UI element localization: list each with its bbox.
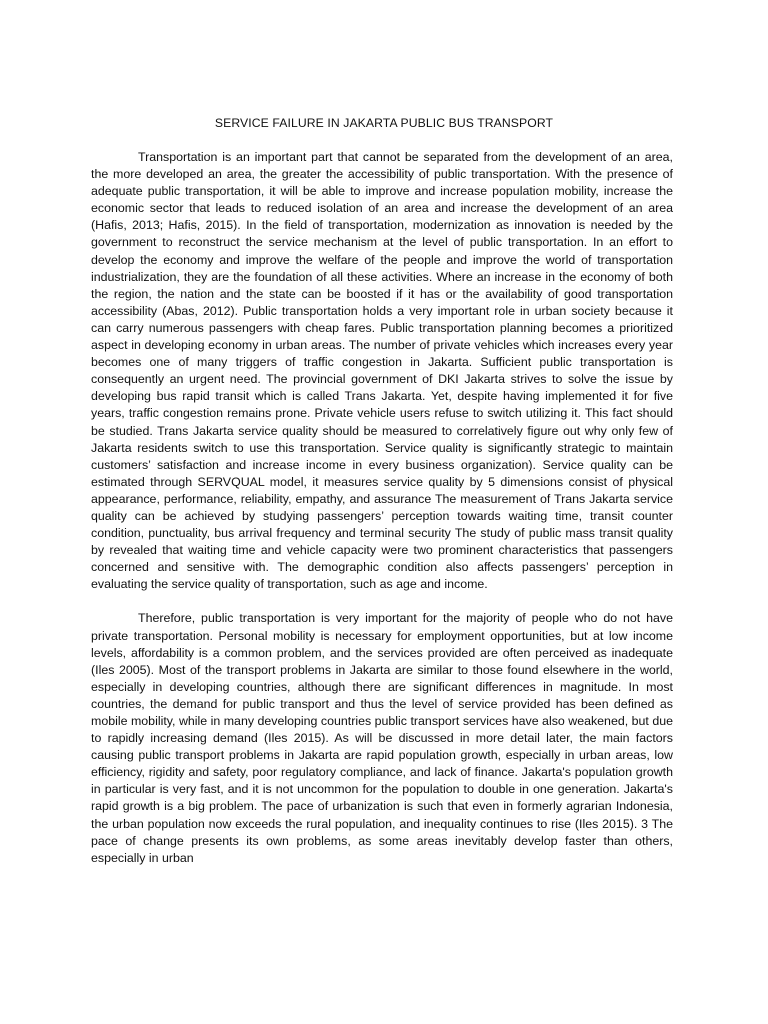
paragraph-2: Therefore, public transportation is very important for the majority of people who do not have private transportation. Personal mobility is necessary for employment opportunities, but at low income levels, affordability is a common problem, and the services provided are often perceived as inadequate (Iles 2005). Most of the transport problems in Jakarta are similar to those found elsewhere in the world, especially in developing countries, although there are significant differences in magnitude. In most countries, the demand for public transport and thus the level of service provided has been defined as mobile mobility, while in many developing countries public transport services have also weakened, but due to rapidly increasing demand (Iles 2015). As will be discussed in more detail later, the main factors causing public transport problems in Jakarta are rapid population growth, especially in urban areas, low efficiency, rigidity and safety, poor regulatory compliance, and lack of finance. Jakarta's population growth in particular is very fast, and it is not uncommon for the population to double in one generation. Jakarta's rapid growth is a big problem. The pace of urbanization is such that even in formerly agrarian Indonesia, the urban population now exceeds the rural population, and inequality continues to rise (Iles 2015). 3 The pace of change presents its own problems, as some areas inevitably develop faster than others, especially in urban (91, 611, 673, 865)
paragraph-1: Transportation is an important part that cannot be separated from the development of an area, the more developed an area, the greater the accessibility of public transportation. With the presence of adequate public transportation, it will be able to improve and increase population mobility, increase the economic sector that leads to reduced isolation of an area and increase the development of an area (Hafis, 2013; Hafis, 2015). In the field of transportation, modernization as innovation is needed by the government to reconstruct the service mechanism at the level of public transportation. In an effort to develop the economy and improve the welfare of the people and improve the world of transportation industrialization, they are the foundation of all these activities. Where an increase in the economy of both the region, the nation and the state can be boosted if it has or the availability of good transportation accessibility (Abas, 2012). Public transportation holds a very important role in urban society because it can carry numerous passengers with cheap fares. Public transportation planning becomes a prioritized aspect in developing economy in urban areas. The number of private vehicles which increases every year becomes one of many triggers of traffic congestion in Jakarta. Sufficient public transportation is consequently an urgent need. The provincial government of DKI Jakarta strives to solve the issue by developing bus rapid transit which is called Trans Jakarta. Yet, despite having implemented it for five years, traffic congestion remains prone. Private vehicle users refuse to switch utilizing it. This fact should be studied. Trans Jakarta service quality should be measured to correlatively figure out why only few of Jakarta residents switch to use this transportation. Service quality is significantly strategic to maintain customers’ satisfaction and increase income in every business organization). Service quality can be estimated through SERVQUAL model, it measures service quality by 5 dimensions consist of physical appearance, performance, reliability, empathy, and assurance The measurement of Trans Jakarta service quality can be achieved by studying passengers’ perception towards waiting time, transit counter condition, punctuality, bus arrival frequency and terminal security The study of public mass transit quality by revealed that waiting time and vehicle capacity were two prominent characteristics that passengers concerned and sensitive with. The demographic condition also affects passengers’ perception in evaluating the service quality of transportation, such as age and income. (91, 150, 673, 592)
document-body (91, 149, 673, 867)
document-title: SERVICE FAILURE IN JAKARTA PUBLIC BUS TRANSPORT (214, 116, 554, 130)
